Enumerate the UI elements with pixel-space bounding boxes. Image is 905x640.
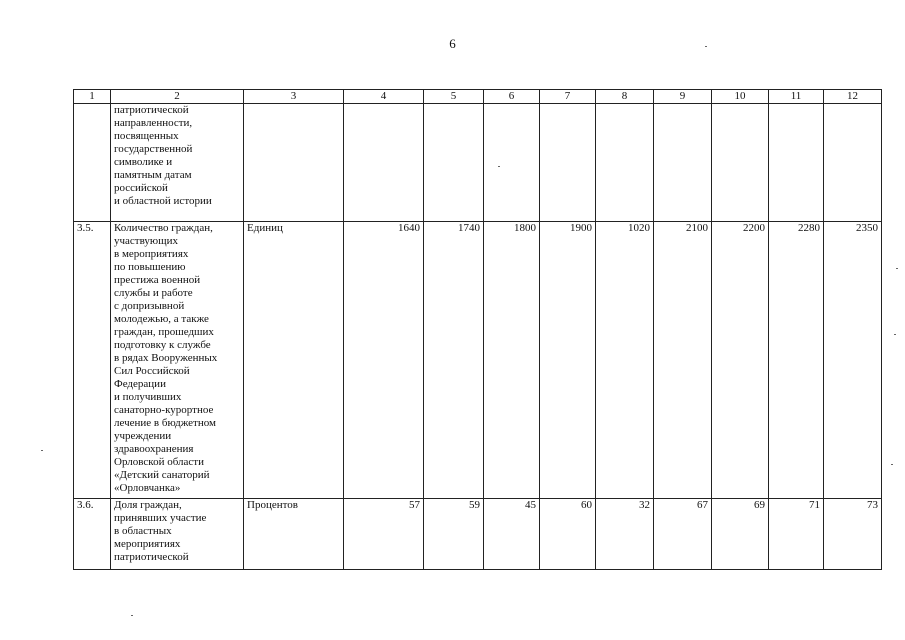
column-number-row xyxy=(74,90,882,104)
row-value xyxy=(596,104,654,222)
row-index: 3.5. xyxy=(74,222,111,499)
row-unit: Единиц xyxy=(244,222,344,499)
row-index: 3.6. xyxy=(74,499,111,570)
row-description: Доля граждан, принявших участие в областных мероприятиях патриотической xyxy=(111,499,244,570)
row-value xyxy=(824,104,882,222)
row-index xyxy=(74,104,111,222)
row-value: 67 xyxy=(654,499,712,570)
column-header: 7 xyxy=(540,90,596,104)
row-value: 2200 xyxy=(712,222,769,499)
scan-speck xyxy=(498,166,500,167)
row-description: Количество граждан, участвующих в мероприятиях по повышению престижа военной службы и работе с допризывной молодежью, а также граждан, прошедших подготовку к службе в рядах Вооруженных Сил Российской Федерации и получивших санаторно-курортное лечение в бюджетном учреждении здравоохранения Орловской области «Детский санаторий «Орловчанка» xyxy=(111,222,244,499)
row-value: 45 xyxy=(484,499,540,570)
table-row xyxy=(74,222,882,499)
row-value: 2280 xyxy=(769,222,824,499)
scan-speck xyxy=(896,268,898,269)
row-value: 57 xyxy=(344,499,424,570)
row-value: 73 xyxy=(824,499,882,570)
table-row xyxy=(74,104,882,222)
row-value: 59 xyxy=(424,499,484,570)
column-header: 11 xyxy=(769,90,824,104)
row-value xyxy=(424,104,484,222)
row-value: 69 xyxy=(712,499,769,570)
row-value: 1020 xyxy=(596,222,654,499)
column-header: 5 xyxy=(424,90,484,104)
row-value: 32 xyxy=(596,499,654,570)
column-header: 1 xyxy=(74,90,111,104)
row-value: 1900 xyxy=(540,222,596,499)
row-value: 2100 xyxy=(654,222,712,499)
row-value: 1740 xyxy=(424,222,484,499)
page-number: 6 xyxy=(449,36,456,51)
row-value xyxy=(654,104,712,222)
column-header: 2 xyxy=(111,90,244,104)
row-value: 1640 xyxy=(344,222,424,499)
row-value xyxy=(344,104,424,222)
column-header: 12 xyxy=(824,90,882,104)
row-value: 2350 xyxy=(824,222,882,499)
row-value: 1800 xyxy=(484,222,540,499)
scan-speck xyxy=(705,46,707,47)
scan-speck xyxy=(41,450,43,451)
row-value: 60 xyxy=(540,499,596,570)
row-value: 71 xyxy=(769,499,824,570)
column-header: 6 xyxy=(484,90,540,104)
column-header: 10 xyxy=(712,90,769,104)
column-header: 9 xyxy=(654,90,712,104)
row-unit: Процентов xyxy=(244,499,344,570)
row-unit xyxy=(244,104,344,222)
column-header: 4 xyxy=(344,90,424,104)
table-row xyxy=(74,499,882,570)
column-header: 8 xyxy=(596,90,654,104)
row-value xyxy=(769,104,824,222)
indicator-table xyxy=(73,89,882,570)
row-description: патриотической направленности, посвященных государственной символике и памятным датам российской и областной истории xyxy=(111,104,244,222)
column-header: 3 xyxy=(244,90,344,104)
row-value xyxy=(540,104,596,222)
row-value xyxy=(484,104,540,222)
scan-speck xyxy=(131,615,133,616)
scan-speck xyxy=(891,464,893,465)
row-value xyxy=(712,104,769,222)
scan-speck xyxy=(894,334,896,335)
